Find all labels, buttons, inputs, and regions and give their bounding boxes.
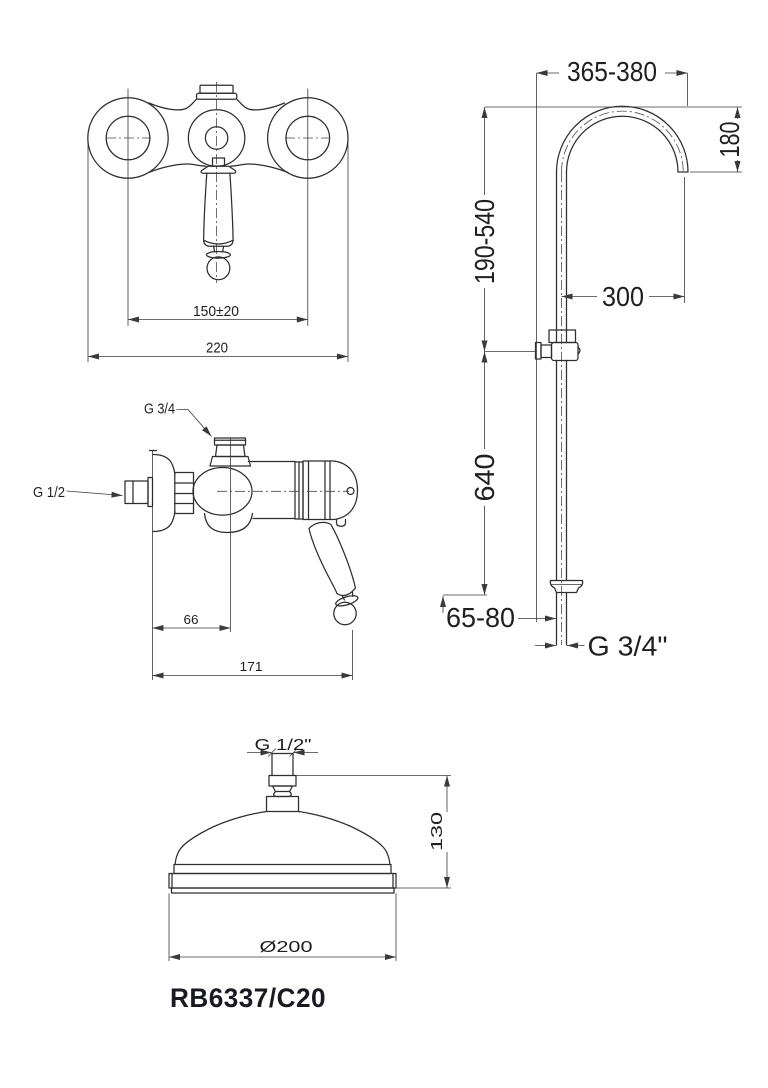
dim-outlet-offset: 66 [183,613,199,627]
label-inlet-thread: G 1/2 [33,484,65,501]
front-view-mixer [88,82,348,362]
dim-upper-adjust: 190-540 [469,181,500,284]
dim-arc-width: 365-380 [567,56,657,87]
dim-handle-centers: 150±20 [193,303,239,320]
side-view-mixer [33,401,359,681]
product-code: RB6337/C20 [170,983,326,1013]
dim-lower-tube: 640 [469,454,500,502]
wall-bracket [536,330,580,361]
label-head-thread: G 1/2" [254,737,312,754]
dim-overall-width: 220 [206,339,228,357]
dim-head-diameter: Ø200 [259,939,313,956]
dim-head-height: 130 [429,824,446,851]
dim-depth: 171 [239,660,263,674]
dim-head-reach: 300 [602,281,644,312]
shower-head-view [169,737,451,961]
label-outlet-thread: G 3/4 [144,400,175,418]
dim-bottom-adjust: 65-80 [446,602,515,633]
dim-arc-drop: 180 [714,110,745,158]
riser-column-view [443,56,745,662]
label-bottom-thread: G 3/4" [587,630,668,662]
